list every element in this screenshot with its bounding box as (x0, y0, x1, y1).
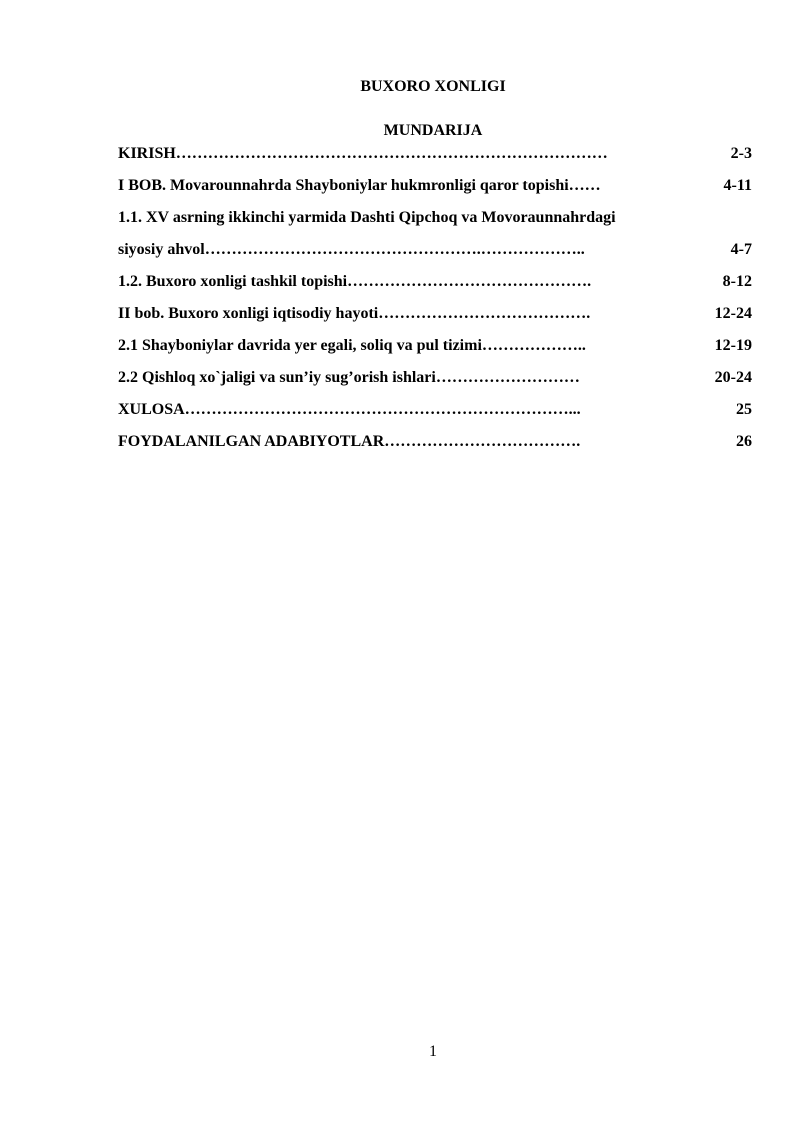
toc-entry-pages: 4-11 (723, 177, 752, 194)
toc-entry (118, 142, 752, 174)
toc-entry (118, 270, 752, 302)
toc-entry (118, 430, 752, 462)
toc-entry-pages: 4-7 (730, 241, 752, 258)
toc-entry-pages: 25 (736, 401, 752, 418)
toc-entry (118, 366, 752, 398)
toc-entry-pages: 12-24 (714, 305, 752, 322)
contents-heading: MUNDARIJA (383, 122, 483, 139)
document-title: BUXORO XONLIGI (360, 78, 506, 95)
toc-entry (118, 398, 752, 430)
toc-entry-pages: 12-19 (714, 337, 752, 354)
toc-entry-title: 1.2. Buxoro xonligi tashkil topishi………………………………………. (118, 273, 592, 290)
toc-entry-title: siyosiy ahvol…………………………………………….……………….. (118, 241, 585, 258)
toc-entry (118, 206, 752, 238)
toc-entry-pages: 20-24 (714, 369, 752, 386)
toc-entry-title: XULOSA………………………………………………………………... (118, 401, 581, 418)
toc-entry-pages: 8-12 (722, 273, 752, 290)
toc-entry (118, 334, 752, 366)
toc-entry-pages: 2-3 (730, 145, 752, 162)
table-of-contents (118, 142, 752, 462)
toc-entry-title: I BOB. Movarounnahrda Shayboniylar hukmronligi qaror topishi…… (118, 177, 601, 194)
toc-entry-title: 1.1. XV asrning ikkinchi yarmida Dashti Qipchoq va Movoraunnahrdagi (118, 209, 616, 226)
page-number: 1 (429, 1043, 437, 1060)
toc-entry-title: II bob. Buxoro xonligi iqtisodiy hayoti…………………………………. (118, 305, 591, 322)
toc-entry (118, 302, 752, 334)
toc-entry (118, 238, 752, 270)
toc-entry-title: 2.2 Qishloq xo`jaligi va sun’iy sug’orish ishlari……………………… (118, 369, 580, 386)
toc-entry-title: 2.1 Shayboniylar davrida yer egali, soliq va pul tizimi……………….. (118, 337, 586, 354)
toc-entry (118, 174, 752, 206)
toc-entry-title: FOYDALANILGAN ADABIYOTLAR………………………………. (118, 433, 581, 450)
toc-entry-title: KIRISH……………………………………………………………………… (118, 145, 608, 162)
toc-entry-pages: 26 (736, 433, 752, 450)
